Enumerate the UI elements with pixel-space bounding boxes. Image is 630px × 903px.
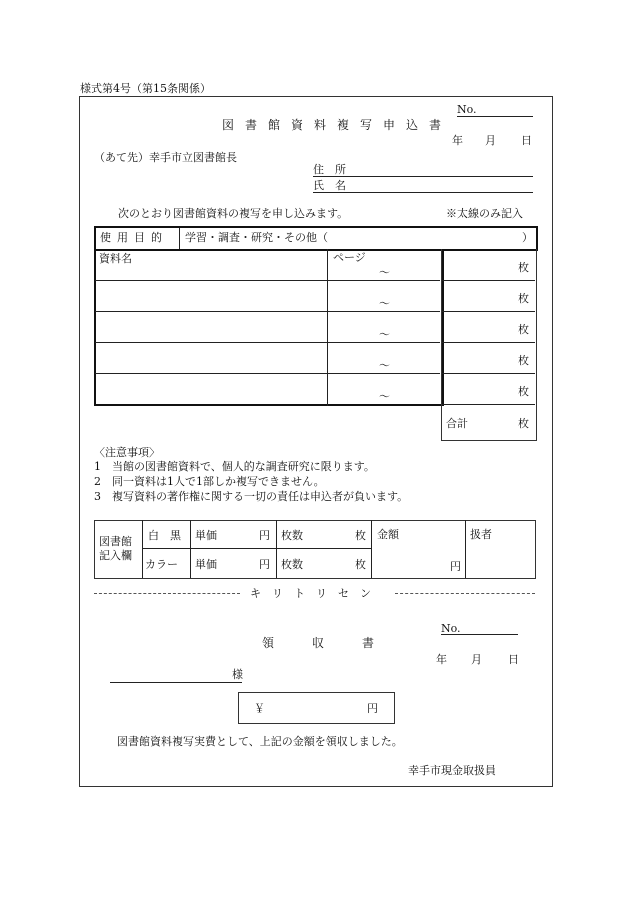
recipient-name-line[interactable] [110, 682, 242, 683]
sheets-row-line [442, 342, 535, 343]
form-id: 様式第4号（第15条関係） [80, 82, 211, 95]
total-label: 合計 [446, 417, 468, 430]
address-label: 住所 [313, 163, 357, 176]
form-frame [79, 96, 553, 787]
library-box-divider [465, 520, 466, 578]
note-item: 1 当館の図書館資料で、個人的な調査研究に限ります。 [94, 460, 375, 473]
application-date-year: 年 [452, 134, 463, 147]
yen-sign: ￥ [254, 702, 265, 715]
receipt-statement: 図書館資料複写実費として、上記の金額を領収しました。 [117, 735, 403, 748]
cut-line-label: キ リ ト リ セ ン [250, 587, 371, 600]
sheets-unit[interactable]: 枚 [518, 261, 529, 274]
sheets-row-line [442, 373, 535, 374]
library-box-divider [371, 520, 372, 578]
sheets-unit[interactable]: 枚 [518, 323, 529, 336]
application-no-line[interactable] [457, 116, 533, 117]
page-range-tilde[interactable]: ～ [379, 359, 390, 372]
receipt-no-line[interactable] [441, 634, 518, 635]
page-header: ページ [333, 251, 366, 264]
sheets-row-line [442, 404, 535, 405]
library-box-divider [276, 520, 277, 578]
cut-line-left [94, 593, 240, 594]
name-field[interactable] [313, 192, 533, 193]
bw-sheet-unit[interactable]: 枚 [355, 529, 366, 542]
library-box-divider [142, 520, 143, 578]
name-label: 氏名 [313, 179, 357, 192]
library-label-line2: 記入欄 [99, 549, 132, 562]
material-name-header: 資料名 [99, 252, 132, 265]
note-item: 3 複写資料の著作権に関する一切の責任は申込者が負います。 [94, 490, 409, 503]
page-range-tilde[interactable]: ～ [379, 328, 390, 341]
color-label: カラー [145, 558, 178, 571]
amount-label: 金額 [377, 528, 399, 541]
materials-row-line [95, 280, 440, 281]
sheets-column [441, 249, 537, 441]
bw-unit-price-label: 単価 [195, 529, 217, 542]
application-title: 図書館資料複写申込書 [222, 118, 453, 132]
material-name-input-5[interactable] [96, 376, 325, 402]
addressee: （あて先）幸手市立図書館長 [94, 151, 237, 164]
library-label-line1: 図書館 [99, 535, 132, 548]
page-range-tilde[interactable]: ～ [379, 266, 390, 279]
color-yen-unit[interactable]: 円 [259, 558, 270, 571]
color-sheets-label: 枚数 [281, 558, 303, 571]
library-box-divider [190, 520, 191, 578]
bw-yen-unit[interactable]: 円 [259, 529, 270, 542]
material-name-input-4[interactable] [96, 345, 325, 371]
color-unit-price-label: 単価 [195, 558, 217, 571]
total-sheets-unit[interactable]: 枚 [518, 417, 529, 430]
materials-row-line [95, 342, 440, 343]
materials-row-line [95, 311, 440, 312]
receipt-date-day: 日 [508, 653, 519, 666]
notes-heading: 〈注意事項〉 [94, 446, 160, 459]
material-name-input-3[interactable] [96, 314, 325, 340]
material-name-input-1[interactable] [96, 262, 325, 279]
sheets-row-line [442, 280, 535, 281]
amount-yen-unit[interactable]: 円 [450, 560, 461, 573]
bold-line-note: ※太線のみ記入 [446, 207, 523, 220]
issuer: 幸手市現金取扱員 [408, 764, 496, 777]
note-item: 2 同一資料は1人で1部しか複写できません。 [94, 475, 325, 488]
receipt-no-label: No. [441, 622, 461, 635]
address-field[interactable] [313, 176, 533, 177]
page-range-tilde[interactable]: ～ [379, 390, 390, 403]
amount-box-yen: 円 [367, 702, 378, 715]
purpose-options[interactable]: 学習・調査・研究・その他（ [185, 231, 328, 244]
sheets-unit[interactable]: 枚 [518, 385, 529, 398]
application-no-label: No. [457, 103, 477, 116]
handler-field[interactable] [467, 542, 533, 576]
sheets-unit[interactable]: 枚 [518, 354, 529, 367]
page-range-tilde[interactable]: ～ [379, 297, 390, 310]
purpose-close: ） [522, 231, 533, 244]
bw-label: 白 黒 [148, 529, 181, 542]
application-date-day: 日 [521, 134, 532, 147]
materials-page-divider [327, 249, 328, 406]
sheets-unit[interactable]: 枚 [518, 292, 529, 305]
receipt-date-year: 年 [436, 653, 447, 666]
intro-text: 次のとおり図書館資料の複写を申し込みます。 [118, 207, 349, 220]
application-date-month: 月 [485, 134, 496, 147]
materials-row-line [95, 373, 440, 374]
purpose-label: 使用目的 [100, 231, 168, 244]
purpose-divider [179, 228, 180, 249]
material-name-input-2[interactable] [96, 283, 325, 309]
sheets-row-line [442, 311, 535, 312]
receipt-date-month: 月 [471, 653, 482, 666]
library-box-row-line [143, 548, 372, 549]
bw-sheets-label: 枚数 [281, 529, 303, 542]
cut-line-right [395, 593, 535, 594]
sama-honorific: 様 [232, 668, 243, 681]
receipt-title: 領収書 [262, 636, 413, 650]
color-sheet-unit[interactable]: 枚 [355, 558, 366, 571]
handler-label: 扱者 [470, 528, 492, 541]
